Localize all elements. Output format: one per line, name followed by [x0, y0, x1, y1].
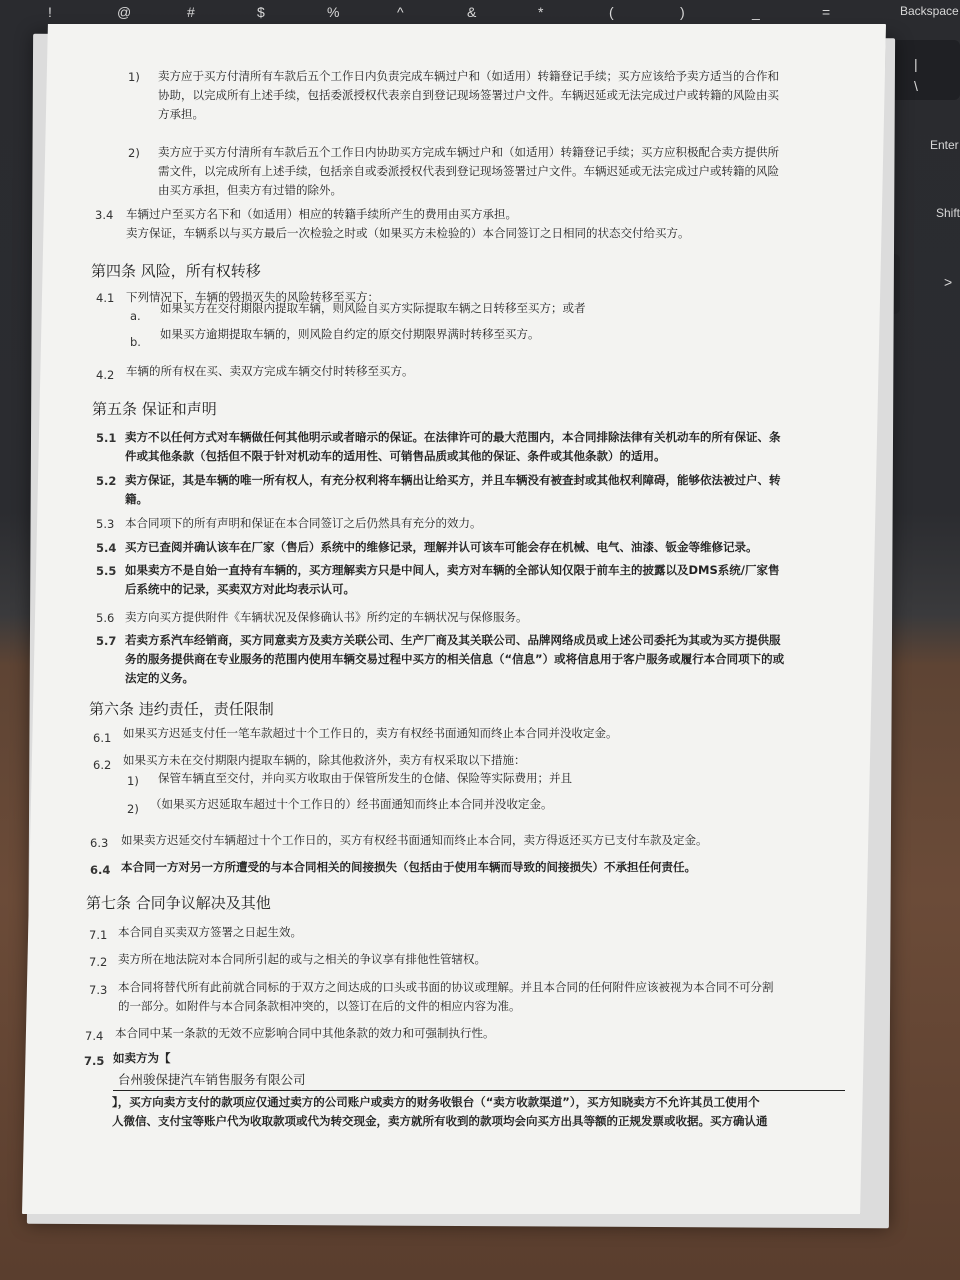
- clause-text-line: 本合同将替代所有此前就合同标的于双方之间达成的口头或书面的协议或理解。并且本合同的任何附件应该被视为本合同不可分割: [118, 980, 774, 994]
- clause-text-line: 买方已查阅并确认该车在厂家（售后）系统中的维修记录，理解并认可该车可能会存在机械、电气、油漆、钣金等维修记录。: [125, 540, 758, 554]
- clause-text-line: 本合同项下的所有声明和保证在本合同签订之后仍然具有充分的效力。: [125, 516, 482, 530]
- clause-number: 5.2: [96, 474, 117, 488]
- clause-text-line: 本合同自买卖双方签署之日起生效。: [118, 925, 302, 939]
- clause-text-line: 后系统中的记录，买卖双方对此均表示认可。: [125, 582, 355, 596]
- clause-number: 6.2: [93, 758, 112, 772]
- clause-text-line: 车辆的所有权在买、卖双方完成车辆交付时转移至买方。: [126, 364, 414, 378]
- clause-text-line: 如果卖方不是自始一直持有车辆的，买方理解卖方只是中间人，卖方对车辆的全部认知仅限于前车主的披露以及DMS系统/厂家售: [125, 563, 780, 577]
- clause-number: 5.6: [96, 611, 115, 625]
- keyboard-key-symbol: (: [609, 4, 614, 20]
- clause-text-line: 】，买方向卖方支付的款项应仅通过卖方的公司账户或卖方的财务收银台（“卖方收款渠道”），买方知晓卖方不允许其员工使用个: [112, 1095, 760, 1109]
- clause-number: 6.1: [93, 731, 112, 745]
- clause-text-line: 如果卖方迟延交付车辆超过十个工作日的，买方有权经书面通知而终止本合同，卖方得返还买方已支付车款及定金。: [121, 833, 708, 847]
- enter-key-label: Enter: [930, 138, 959, 152]
- pipe-key-label: |: [914, 56, 918, 72]
- keyboard-key-symbol: $: [257, 4, 265, 20]
- sub-clause-text: 如果买方逾期提取车辆的，则风险自约定的原交付期限界满时转移至买方。: [160, 327, 540, 341]
- clause-text-line: 务的服务提供商在专业服务的范围内使用车辆交易过程中买方的相关信息（“信息”）或将信息用于客户服务或履行本合同项下的或: [125, 652, 785, 666]
- backspace-key-label: Backspace: [900, 4, 959, 18]
- clause-text-line: 件或其他条款（包括但不限于针对机动车的适用性、可销售品质或其他的保证、条件或其他条款）的适用。: [125, 449, 666, 463]
- clause-text-line: 协助，以完成所有上述手续，包括委派授权代表亲自到登记现场签署过户文件。车辆迟延或无法完成过户或转籍的风险由买: [158, 88, 779, 102]
- clause-text-line: 的一部分。如附件与本合同条款相冲突的，以签订在后的文件的相应内容为准。: [118, 999, 521, 1013]
- clause-number: 5.3: [96, 517, 115, 531]
- clause-text-line: 卖方保证，车辆系以与买方最后一次检验之时或（如果买方未检验的）本合同签订之日相同的状态交付给买方。: [126, 226, 690, 240]
- keyboard-key-symbol: &: [467, 4, 477, 20]
- sub-clause-marker: a.: [130, 309, 141, 323]
- clause-text-line: 卖方向买方提供附件《车辆状况及保修确认书》所约定的车辆状况与保修服务。: [125, 610, 528, 624]
- arrow-right-icon: >: [944, 274, 953, 290]
- clause-text-line: 下列情况下，车辆的毁损灭失的风险转移至买方：: [126, 290, 379, 304]
- clause-text-line: 卖方所在地法院对本合同所引起的或与之相关的争议享有排他性管辖权。: [118, 952, 486, 966]
- clause-number: 4.1: [96, 291, 115, 305]
- clause-number: 6.3: [90, 836, 109, 850]
- keyboard-key-symbol: =: [822, 4, 831, 20]
- clause-text-line: 本合同一方对另一方所遭受的与本合同相关的间接损失（包括由于使用车辆而导致的间接损失）不承担任何责任。: [121, 860, 696, 874]
- sub-clause-marker: b.: [130, 335, 141, 349]
- clause-number: 7.2: [89, 955, 108, 969]
- clause-number: 7.1: [89, 928, 108, 942]
- clause-number: 6.4: [90, 863, 111, 877]
- clause-number: 5.5: [96, 564, 117, 578]
- clause-number: 5.4: [96, 541, 117, 555]
- keyboard-key-symbol: @: [117, 4, 132, 20]
- keyboard-key-symbol: %: [327, 4, 340, 20]
- keyboard-key-symbol: ): [680, 4, 685, 20]
- clause-number: 3.4: [95, 208, 114, 222]
- clause-text-line: 需文件，以完成所有上述手续，包括亲自或委派授权代表到登记现场签署过户文件。车辆迟延或无法完成过户或转籍的风险: [158, 164, 779, 178]
- sub-clause-marker: 2): [127, 802, 139, 816]
- clause-text-line: 卖方应于买方付清所有车款后五个工作日内协助买方完成车辆过户和（如适用）转籍登记手续；买方应积极配合卖方提供所: [158, 145, 779, 159]
- clause-text-line: 如果买方未在交付期限内提取车辆的，除其他救济外，卖方有权采取以下措施：: [123, 753, 526, 767]
- clause-number: 7.5: [84, 1054, 105, 1068]
- keyboard-key-symbol: ^: [397, 4, 404, 20]
- sub-clause-text: 如果买方在交付期限内提取车辆，则风险自买方实际提取车辆之日转移至买方；或者: [160, 301, 586, 315]
- clause-text-line: 籍。: [125, 492, 148, 506]
- keyboard-key-symbol: *: [538, 4, 544, 20]
- article-heading: 第四条 风险，所有权转移: [91, 262, 261, 280]
- company-name: 台州骏保捷汽车销售服务有限公司: [118, 1072, 306, 1087]
- clause-text-line: 由买方承担，但卖方有过错的除外。: [158, 183, 342, 197]
- clause-text-line: 卖方不以任何方式对车辆做任何其他明示或者暗示的保证。在法律许可的最大范围内，本合同排除法律有关机动车的所有保证、条: [125, 430, 781, 444]
- clause-text-line: 方承担。: [158, 107, 204, 121]
- clause-text-line: 卖方应于买方付清所有车款后五个工作日内负责完成车辆过户和（如适用）转籍登记手续；买方应该给予卖方适当的合作和: [158, 69, 779, 83]
- clause-text-line: 如果买方迟延支付任一笔车款超过十个工作日的，卖方有权经书面通知而终止本合同并没收定金。: [123, 726, 618, 740]
- article-heading: 第七条 合同争议解决及其他: [86, 894, 271, 912]
- clause-text-line: 如卖方为【: [113, 1051, 171, 1065]
- sub-clause-text: 保管车辆直至交付，并向买方收取由于保管所发生的仓储、保险等实际费用；并且: [158, 771, 572, 785]
- sub-clause-marker: 1): [127, 774, 139, 788]
- clause-number: 5.1: [96, 431, 117, 445]
- keyboard-key-symbol: #: [187, 4, 195, 20]
- clause-text-line: 人微信、支付宝等账户代为收取款项或代为转交现金，卖方就所有收到的款项均会向买方出具等额的正规发票或收据。买方确认通: [112, 1114, 768, 1128]
- clause-number: 7.3: [89, 983, 108, 997]
- article-heading: 第五条 保证和声明: [92, 400, 217, 418]
- clause-text-line: 若卖方系汽车经销商，买方同意卖方及卖方关联公司、生产厂商及其关联公司、品牌网络成员或上述公司委托为其或为买方提供服: [125, 633, 781, 647]
- clause-number: 4.2: [96, 368, 115, 382]
- keyboard-key-symbol: !: [48, 4, 52, 20]
- clause-text-line: 卖方保证，其是车辆的唯一所有权人，有充分权利将车辆出让给买方，并且车辆没有被查封或其他权利障碍，能够依法被过户、转: [125, 473, 781, 487]
- clause-text-line: 本合同中某一条款的无效不应影响合同中其他条款的效力和可强制执行性。: [115, 1026, 495, 1040]
- clause-text-line: 车辆过户至买方名下和（如适用）相应的转籍手续所产生的费用由买方承担。: [126, 207, 517, 221]
- shift-key-label: Shift: [936, 206, 960, 220]
- clause-text-line: 法定的义务。: [125, 671, 194, 685]
- article-heading: 第六条 违约责任，责任限制: [89, 700, 274, 718]
- clause-number: 1): [128, 70, 140, 84]
- backslash-key-label: \: [914, 78, 918, 94]
- keyboard-key-symbol: _: [752, 4, 760, 20]
- clause-number: 2): [128, 146, 140, 160]
- sub-clause-text: （如果买方迟延取车超过十个工作日的）经书面通知而终止本合同并没收定金。: [150, 797, 553, 811]
- company-underline: [113, 1090, 845, 1091]
- clause-number: 7.4: [85, 1029, 104, 1043]
- clause-number: 5.7: [96, 634, 117, 648]
